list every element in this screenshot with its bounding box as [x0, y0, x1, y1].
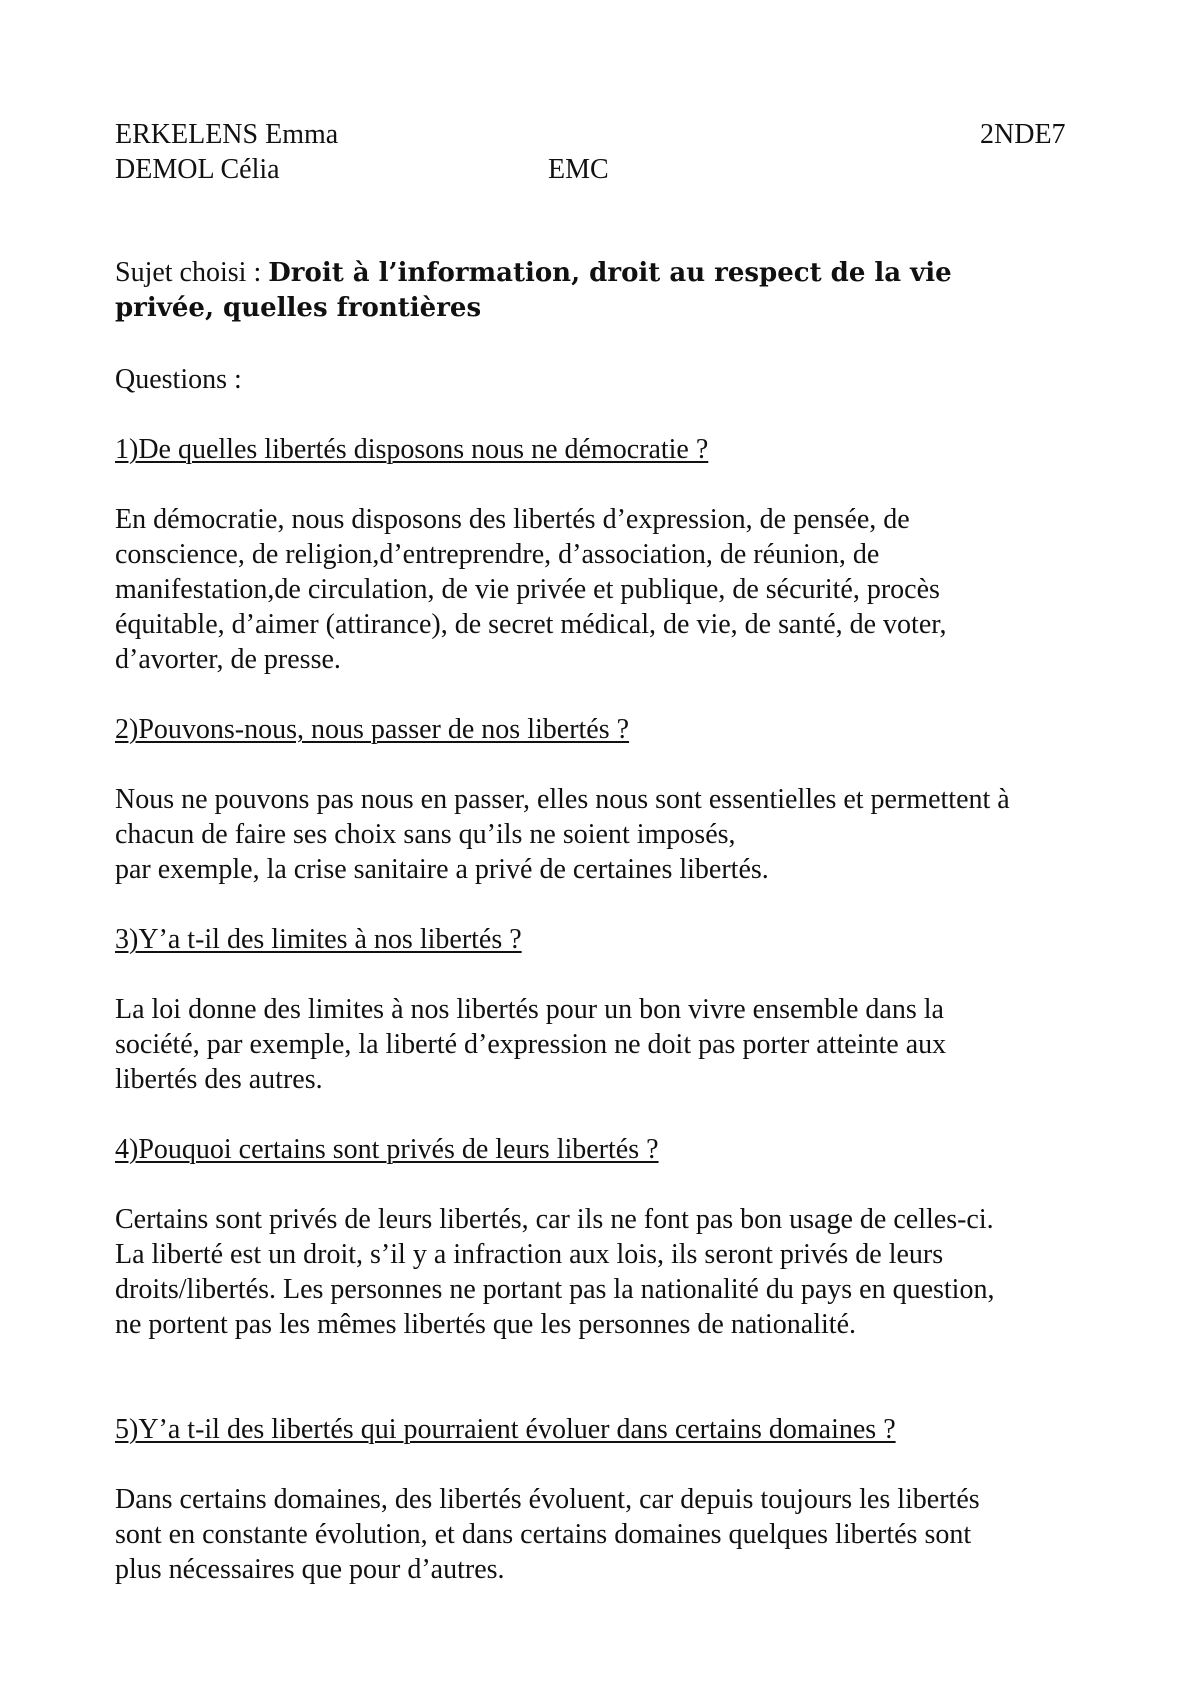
answer-line: plus nécessaires que pour d’autres.	[115, 1554, 505, 1585]
question-2: 2)Pouvons-nous, nous passer de nos libertés ?	[115, 714, 630, 745]
answer-line: ne portent pas les mêmes libertés que les personnes de nationalité.	[115, 1309, 857, 1340]
answer-line: manifestation,de circulation, de vie privée et publique, de sécurité, procès	[115, 574, 940, 605]
question-1: 1)De quelles libertés disposons nous ne démocratie ?	[115, 434, 709, 465]
class-label: 2NDE7	[980, 119, 1066, 150]
answer-line: société, par exemple, la liberté d’expression ne doit pas porter atteinte aux	[115, 1029, 947, 1060]
answer-line: par exemple, la crise sanitaire a privé de certaines libertés.	[115, 854, 769, 885]
topic-line-2	[115, 290, 481, 326]
answer-5	[115, 1482, 980, 1587]
answer-line: Dans certains domaines, des libertés évoluent, car depuis toujours les libertés	[115, 1484, 980, 1515]
answer-line: conscience, de religion,d’entreprendre, d’association, de réunion, de	[115, 539, 880, 570]
answer-line: La loi donne des limites à nos libertés pour un bon vivre ensemble dans la	[115, 994, 944, 1025]
topic-label: Sujet choisi :	[115, 257, 269, 288]
topic-title-continued: privée, quelles frontières	[115, 293, 482, 323]
answer-line: Nous ne pouvons pas nous en passer, elles nous sont essentielles et permettent à	[115, 784, 1010, 815]
answer-line: sont en constante évolution, et dans certains domaines quelques libertés sont	[115, 1519, 972, 1550]
subject-code: EMC	[548, 154, 609, 185]
answer-line: libertés des autres.	[115, 1064, 323, 1095]
answer-1	[115, 502, 946, 677]
answer-line: équitable, d’aimer (attirance), de secret médical, de vie, de santé, de voter,	[115, 609, 947, 640]
answer-line: droits/libertés. Les personnes ne portant pas la nationalité du pays en question,	[115, 1274, 995, 1305]
questions-label: Questions :	[115, 364, 242, 395]
answer-line: En démocratie, nous disposons des libertés d’expression, de pensée, de	[115, 504, 910, 535]
answer-line: chacun de faire ses choix sans qu’ils ne soient imposés,	[115, 819, 736, 850]
answer-line: Certains sont privés de leurs libertés, car ils ne font pas bon usage de celles-ci.	[115, 1204, 994, 1235]
topic-title: Droit à l’information, droit au respect de la vie	[268, 258, 952, 288]
student-name-2: DEMOL Célia	[115, 154, 280, 185]
answer-line: d’avorter, de presse.	[115, 644, 341, 675]
answer-2	[115, 782, 1010, 887]
question-3: 3)Y’a t-il des limites à nos libertés ?	[115, 924, 522, 955]
student-name-1: ERKELENS Emma	[115, 119, 339, 150]
topic-line-1	[115, 255, 952, 291]
answer-4	[115, 1202, 994, 1342]
question-5: 5)Y’a t-il des libertés qui pourraient évoluer dans certains domaines ?	[115, 1414, 896, 1445]
question-4: 4)Pouquoi certains sont privés de leurs libertés ?	[115, 1134, 659, 1165]
answer-line: La liberté est un droit, s’il y a infraction aux lois, ils seront privés de leurs	[115, 1239, 944, 1270]
answer-3	[115, 992, 946, 1097]
